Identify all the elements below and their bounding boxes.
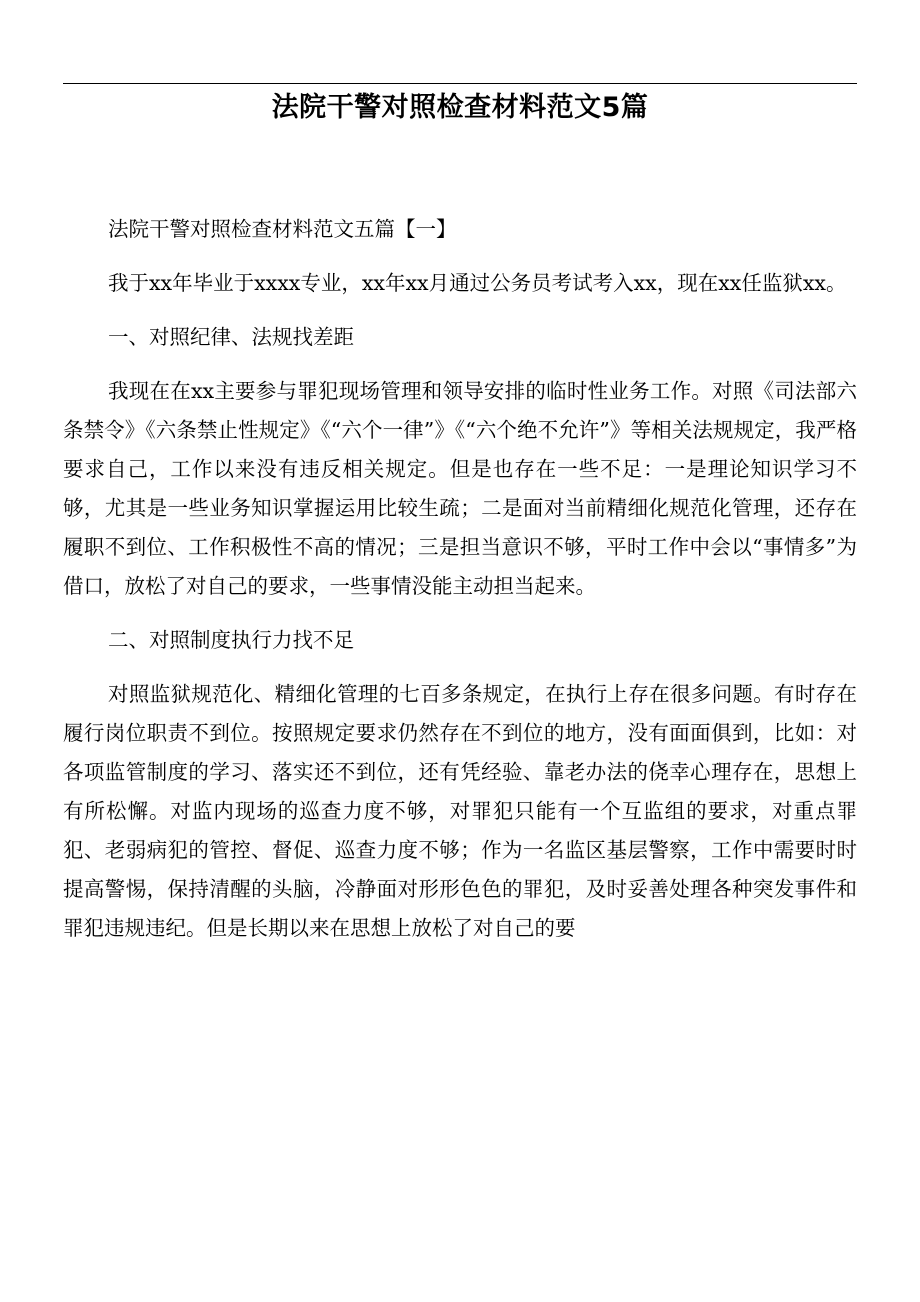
document-title: 法院干警对照检查材料范文5篇 bbox=[271, 92, 649, 123]
section-heading-1: 一、对照纪律、法规找差距 bbox=[108, 325, 354, 349]
intro-paragraph: 我于xx年毕业于xxxx专业，xx年xx月通过公务员考试考入xx，现在xx任监狱xx。 bbox=[108, 271, 847, 295]
header-rule bbox=[63, 83, 857, 84]
body-paragraph-2: 对照监狱规范化、精细化管理的七百多条规定，在执行上存在很多问题。有时存在履行岗位职责不到位。按照规定要求仍然存在不到位的地方，没有面面俱到，比如：对各项监管制度的学习、落实还不到位，还有凭经验、靠老办法的侥幸心理存在，思想上有所松懈。对监内现场的巡查力度不够，对罪犯只能有一个互监组的要求，对重点罪犯、老弱病犯的管控、督促、巡查力度不够；作为一名监区基层警察，工作中需要时时提高警惕，保持清醒的头脑，冷静面对形形色色的罪犯，及时妥善处理各种突发事件和罪犯违规违纪。但是长期以来在思想上放松了对自己的要 bbox=[63, 682, 857, 940]
section-title: 法院干警对照检查材料范文五篇【一】 bbox=[108, 217, 457, 241]
body-paragraph-1: 我现在在xx主要参与罪犯现场管理和领导安排的临时性业务工作。对照《司法部六条禁令》《六条禁止性规定》《“六个一律”》《“六个绝不允许”》等相关法规规定，我严格要求自己，工作以来没有违反相关规定。但是也存在一些不足：一是理论知识学习不够，尤其是一些业务知识掌握运用比较生疏；二是面对当前精细化规范化管理，还存在履职不到位、工作积极性不高的情况；三是担当意识不够，平时工作中会以“事情多”为借口，放松了对自己的要求，一些事情没能主动担当起来。 bbox=[63, 379, 857, 598]
section-heading-2: 二、对照制度执行力找不足 bbox=[108, 628, 354, 652]
document-body bbox=[63, 210, 857, 963]
